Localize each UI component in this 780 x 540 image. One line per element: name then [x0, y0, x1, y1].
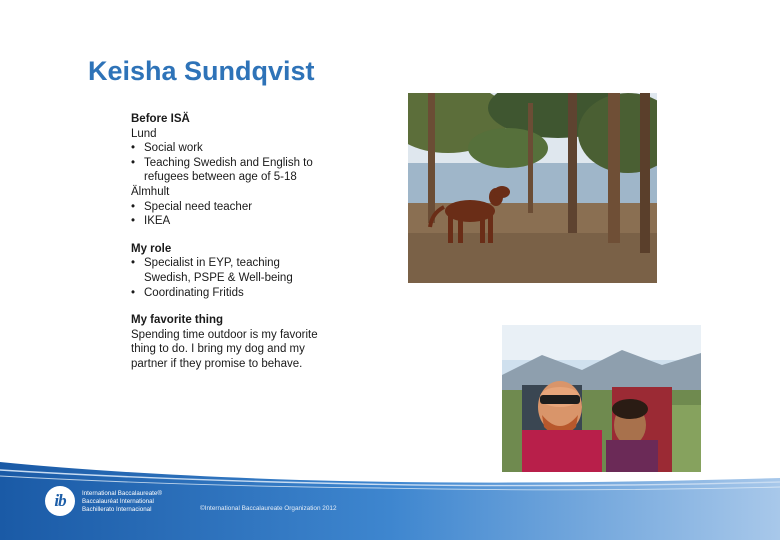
slide-title: Keisha Sundqvist	[88, 56, 315, 86]
list-item: • IKEA	[131, 214, 321, 229]
list-item: • Special need teacher	[131, 200, 321, 215]
list-item: • Specialist in EYP, teaching Swedish, PSPE & Well-being	[131, 256, 321, 285]
place-lund: Lund	[131, 127, 157, 140]
before-heading: Before ISÄ	[131, 113, 190, 125]
list-item: • Coordinating Fritids	[131, 286, 321, 301]
org-name-es: Bachillerato Internacional	[82, 506, 152, 513]
favorite-text: Spending time outdoor is my favorite thing to do. I bring my dog and my partner if they promise to behave.	[131, 328, 318, 370]
copyright-text: ©International Baccalaureate Organization 2012	[200, 505, 337, 512]
organization-names	[82, 490, 162, 514]
list-item: • Social work	[131, 141, 321, 156]
dog-forest-photo	[408, 93, 657, 283]
logo-text: ib	[54, 491, 66, 510]
favorite-heading: My favorite thing	[131, 314, 224, 327]
org-name-fr: Baccalauréat International	[82, 498, 154, 505]
ib-logo-icon	[45, 486, 75, 516]
bio-text	[131, 112, 321, 372]
org-name-en: International Baccalaureate®	[82, 490, 162, 497]
role-heading: My role	[131, 242, 172, 255]
place-almhult: Älmhult	[131, 185, 170, 198]
list-item: • Teaching Swedish and English to refugees between age of 5-18	[131, 156, 321, 185]
